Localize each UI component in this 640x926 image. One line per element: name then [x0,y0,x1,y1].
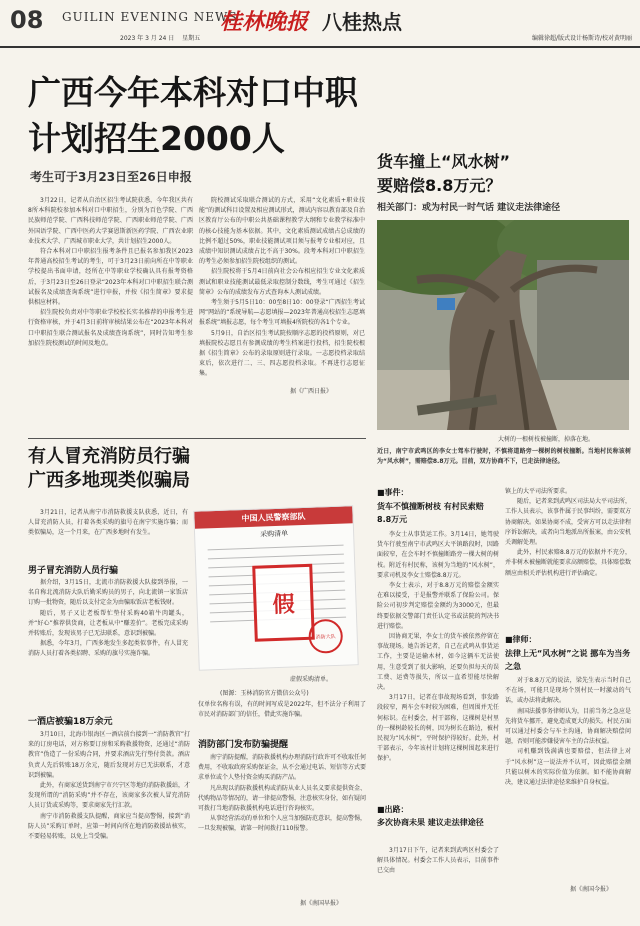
outcome-text [377,846,499,918]
article1-col1 [28,196,193,432]
paragraph: 院校测试采取联合测试的方式，采用“文化素质+职业技能”的测试科目设置及相应测试形式，测试内容以教育部及自治区教育厅公布的中职公共基础课程教学大纲和专业教学标准中的核心技能为基本依据。其中，文化素质测试成绩占总成绩的比例不超过50%，职业技能测试项目须与报考专业相对应，且成绩中知识测试成绩占比不高于30%。段考本科对口中职招生的考生必须参加招生院校组织的测试。 [199,197,365,266]
paragraph: 据悉，今年3月，广西多地发生多起类似事件，有人冒充消防人员打着各类招聘、采购的旗号实施诈骗。 [28,640,188,658]
paragraph: 李女士从事货运工作。3月14日，她驾驶货车行驶至南宁市武鸣区大平镇路段时，因路面较窄，在会车时不慎撞断路旁一棵大树的树枝。附近有村民称，该树为当地的“风水树”，要求司机及李女士赔偿8.8万元。 [377,531,499,579]
image-caption: 虚假采购清单。 [290,676,333,683]
paragraph: 司机赚到钱满满也要赔偿，但法律上对于“风水树”这一说法并不认可，因此赔偿金额只能以树木的实际价值为依据。如不能协商解决，建议通过法律途径来维护自身权益。 [505,748,631,787]
paragraph: 3月17日下午，记者来到武鸣区村委会了解具体情况。村委会工作人员表示，目前事件已交由 [377,847,499,875]
article2-subheading: 相关部门：或为村民一时气话 建议走法律途径 [377,203,561,213]
paragraph: 因协商无果，李女士的货车被依然停留在事故现场。她告诉记者，自己在武鸣从事货运工作，主要是运输木材，如今这辆车无法使用，生意受到了很大影响，还要负担每天的误工费、运费等损失，所以一直希望能尽快解决。 [377,633,499,692]
article1-source: 据《广西日报》 [290,388,333,395]
editors-credit: 编辑徐超/版式设计杨斯诗/校对黄明丽 [531,35,632,42]
paragraph: 3月17日，记者在事故现场看到，事发路段较窄，两车会车时较为困难，但周围并无任何标识。在村委会，村干部称，这棵树是村里的一棵树龄较长的树，因为树长在路边，被村民视为“风水树”，平时保护得较好。此外，村干部表示，今年该村计划将这棵树围起来进行保护。 [377,694,499,763]
headline-line: 有人冒充消防员行骗 [28,446,190,467]
case1-title: 男子冒充消防人员行骗 [28,566,119,576]
fake-stamp-icon: 假 [252,564,315,642]
case2-title: 一酒店被骗18万余元 [28,717,113,727]
article3-intro [28,508,188,560]
outcome-label: ■出路： [377,805,409,814]
paragraph: 南宁消防提醒，消防救援机构办理消防行政许可不收取任何费用，不收取政府采购保证金，从不会通过电话、短信等方式要求单位或个人垫付资金购买消防产品。 [198,754,366,782]
case2-continued [198,700,366,732]
article2-headline [377,150,627,198]
paragraph: 符合本科对口中职招生报考条件且已报名参加我区2023年普通高校招生考试的考生，可于3月23日前向所在中等职业学校提出书面申请，经所在中等职业学校确认具有报考资格后，于3月23日至26日登录“2023年本科对口中职招生联合测试报名及成绩查询系统”进行申报，并按《招生简章》要求提供相应材料。 [28,248,193,307]
paragraph: 招生院校将于5月4日前向社会公布相应招生专业文化素质测试和职业技能测试最低录取控制分数线，考生可通过《招生简章》公布的成绩发布方式查询本人测试成绩。 [199,268,365,296]
paragraph: 此外，有商家送货到南宁市兴宁区等地的消防救援站，才发现所谓的“消防采购”并不存在，该商家多次被人冒充消防人员订货或采购等，要求商家先行汇款。 [28,782,190,810]
paragraph: 5月9日，自治区招生考试院按顺序志愿的投档原则，对已填报院校志愿且有参测成绩的考生档案进行投档，招生院校根据《招生简章》公布的录取原则进行录取。一志愿投档录取结束后，依次进行二、三、四志愿投档录取。不再进行志愿征集。 [199,329,365,378]
paragraph: 南国法援事务律师认为，目前当务之急应是先将货车挪开，避免造成更大的损失。村民方面可以通过村委会与车主沟通，协商解决赔偿问题，否则可能涉嫌侵害车主的合法权益。 [505,707,631,746]
paragraph: 招生院校负责对中等职业学校校长实名推荐的申报考生进行资格审核，并于4月3日前将审核结果公布在“2023年本科对口中职招生联合测试报名及成绩查询系统”，同时告知考生参加招生院校测试的时间及地点。 [28,309,193,347]
event-title: 货车不慎撞断树枝 有村民索赔8.8万元 [377,502,484,524]
fake-procurement-list-image [193,505,358,670]
paragraph: 据介绍，3月15日，北流市消防救援大队接到举报，一名自称北流消防大队后勤采购员的男子，向北流镇一家饭店订购一批物资，随后以支付定金为由骗取饭店老板钱财。 [28,579,188,607]
paragraph: 3月21日，记者从南宁市消防救援支队获悉，近日，有人冒充消防人员，打着各类采购的旗号在南宁实施诈骗；而类似骗局，这一个月来，在广西多地时有发生。 [28,509,188,537]
headline-line: 要赔偿8.8万元？ [377,176,502,195]
notice-title: 消防部门发布防骗提醒 [198,740,289,750]
image-credit: (图源：玉林消防官方微信公众号) [220,690,309,697]
article2-col2 [505,487,631,637]
issue-date: 2023 年 3 月 24 日 星期五 [120,35,201,42]
article2-intro: 近日，南宁市武鸣区的李女士驾车行驶时，不慎将道路旁一棵树的树枝撞断。当地村民称该树为“风水树”，需赔偿8.8万元。目前，双方协商不下，已走法律途径。 [377,448,631,466]
article1-headline [28,70,508,162]
paragraph: 凡出现以消防救援机构或消防从业人员名义要求提供资金、代购物品等情况的，请一律提高警惕，注意核实身份，如有疑问可拨打当地消防救援机构电话进行咨询核实。 [198,784,366,813]
section-divider [28,438,366,439]
case2-text [28,730,190,918]
headline-line: 计划招生2000人 [28,119,285,158]
event-label: ■事件： [377,488,409,497]
article2-col3 [505,676,631,868]
headline-line: 广西今年本科对口中职 [28,73,358,112]
paragraph: 3月10日，北海市银海区一酒店前台接到一“消防教官”打来的订房电话，对方称要订房和采购救援物资，还通过“消防教官”伪造了一份采购合同，并要求酒店先行垫付货款。酒店负责人先后转账18万余元，随后发现对方已无法联系，才意识到被骗。 [28,731,190,779]
paragraph: 镇上的大平司法所要求。 [505,488,572,495]
paragraph: 随后，男子又让老板帮忙垫付采购40箱牛肉罐头，并“好心”推荐供货商，让老板从中“赚差价”。老板完成采购并转账后，发现该男子已无法联系，意识到被骗。 [28,609,188,638]
lawyer-label: ■律师： [505,635,537,644]
banyan-tree-photo [377,220,629,430]
article1-col2 [199,196,365,382]
outcome-title: 多次协商未果 建议走法律途径 [377,818,484,827]
article1-subheading: 考生可于3月23日至26日申报 [30,170,192,184]
newspaper-logo: 桂林晚报 [220,9,309,35]
paragraph: 南宁市消防救援支队提醒，商家应当提高警惕，接到“消防人员”采购订单时，应第一时间向所在地消防救援站核实，不要轻易转账，以免上当受骗。 [28,812,190,841]
article2-source: 据《南国今报》 [570,886,613,893]
notice-text [198,753,366,883]
article3-headline [28,445,368,493]
paragraph: 3月22日，记者从自治区招生考试院获悉，今年我区共有8所本科院校参加本科对口中职招生，分别为百色学院、广西民族师范学院、广西科技师范学院、广西职业师范学院、广西外国语学院、广西中医药大学赛恩斯新医药学院、广西农业职业技术大学、广西城市职业大学，共计划招生2000人。 [28,197,193,245]
official-seal-icon: 消防大队 [308,619,343,654]
poster-subtitle: 采购清单 [259,529,289,539]
paper-name-en: GUILIN EVENING NEWS [62,10,238,24]
poster-agency: 中国人民警察部队 [194,506,352,529]
page-number: 08 [10,6,44,34]
lawyer-title: 法律上无“风水树”之说 挪车为当务之急 [505,649,631,671]
case1-text [28,578,188,700]
article3-source: 据《南国早报》 [300,900,343,907]
paragraph: 随后，记者来到武鸣区司法局大平司法所，工作人员表示，该事件属于民事纠纷，需要双方协商解决。如果协商不成，受害方可以走法律程序诉讼解决，或者向当地派出所报案，由公安机关调解处理。 [505,498,631,547]
page-header [0,0,640,48]
column-name: 八桂热点 [322,10,402,34]
article2-col1 [377,530,499,800]
photo-caption: 大树的一根树枝被撞断，掉落在地。 [498,436,595,443]
paragraph: 考生须于5月5日10：00至8日10：00登录“广西招生考试网”网站的“系统导航—志愿填报—2023年普通高校招生志愿填报系统”填报志愿，每个考生可填报4所院校的各1个专业。 [199,299,365,327]
paragraph: 李女士表示，对于8.8万元的赔偿金额实在难以接受，于是报警并联系了保险公司。保险公司初步判定赔偿金额约为3000元，但最终要依据交警部门责任认定书或法院的判决书进行赔偿。 [377,582,499,630]
headline-line: 货车撞上“风水树” [377,152,511,171]
paragraph: 从事经营活动的单位和个人应当加强防范意识，提高警惕，一旦发现被骗，请第一时间拨打110报警。 [198,815,366,833]
paragraph: 此外，村民索赔8.8万元的依据并不充分，并非树木被撞断就能要求高额赔偿，具体赔偿数额应由相关评估机构进行评估确定。 [505,549,631,577]
paragraph: 对于8.8万元的说法，梁先生表示当时自己不在场，可能只是现场个别村民一时激动的气话，或办法将此解决。 [505,677,631,705]
paragraph: 仅单位名称有误，有的时间写成是2022年，但不法分子利用了市民对消防部门的信任，借此实施诈骗。 [198,701,366,719]
headline-line: 广西多地现类似骗局 [28,470,190,491]
